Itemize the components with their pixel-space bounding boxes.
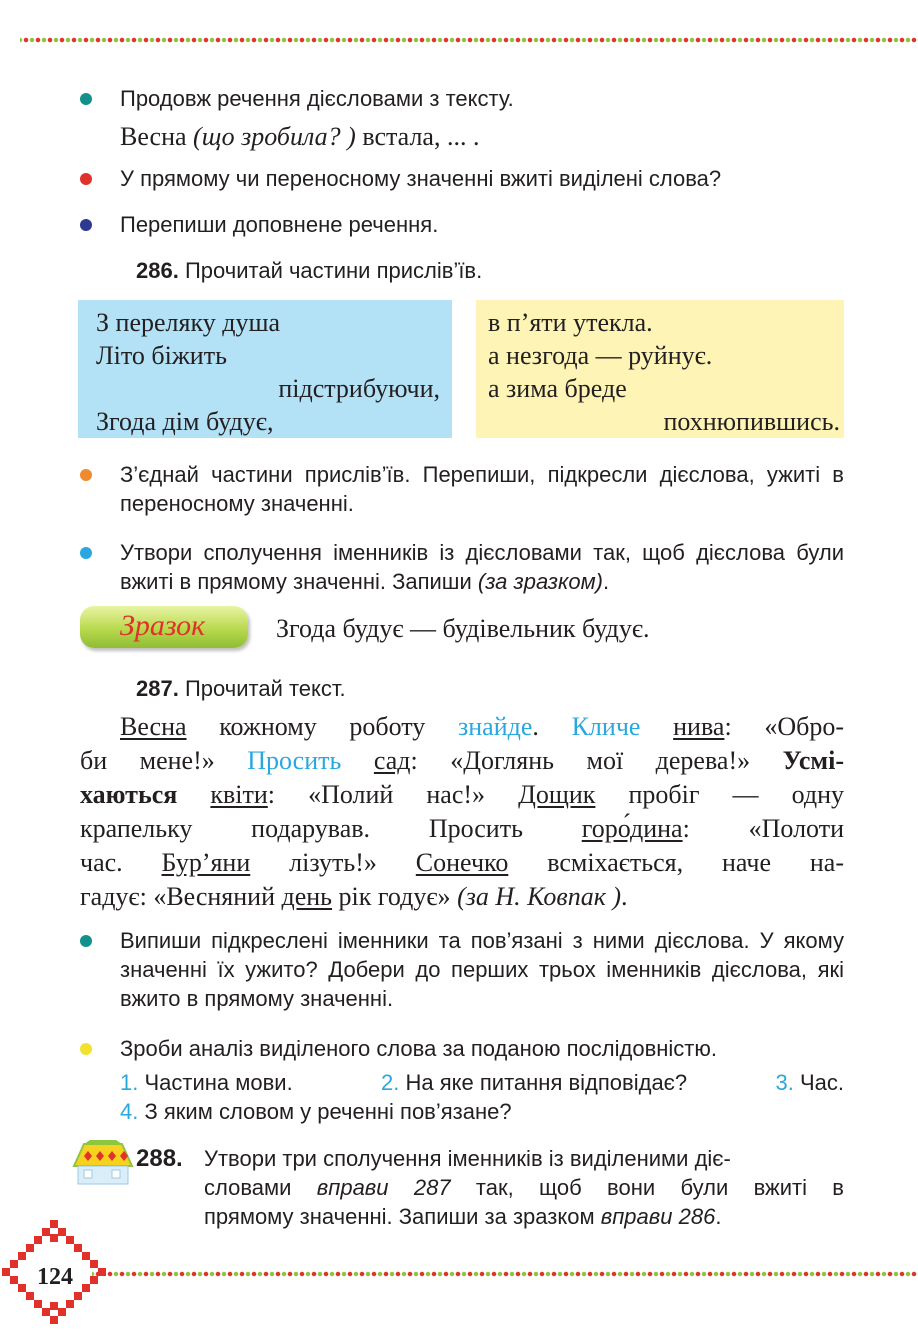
- analysis-steps-line1: 1. Частина мови. 2. На яке питання відповідає? 3. Час.: [120, 1070, 844, 1095]
- teal-dot-icon: [80, 93, 92, 105]
- proverb-endings-box: в п’яти утекла. а незгода — руйнує. а зима бреде похнюпившись.: [476, 300, 844, 438]
- task-287-text: Весна кожному роботу знайде. Кличе нива: «Обро- би мене!» Просить сад: «Доглянь мої дерева!» Усмі- хаються квіти: «Полий нас!» Дощик пробіг — одну крапельку подарував. Просить горо́дина: «Полоти час. Бур’яни лізуть!» Сонечко всміхається, наче на- гадує: «Весняний день рік годує» (за Н. Ковпак ).: [80, 712, 845, 911]
- yellow-dot-icon: [80, 1043, 92, 1055]
- teal-dot-icon: [80, 935, 92, 947]
- red-dot-icon: [80, 173, 92, 185]
- bullet-analyze-word: Зроби аналіз виділеного слова за поданою послідовністю.: [80, 1034, 844, 1063]
- bullet-join-proverbs: З’єднай частини прислів’їв. Перепиши, підкресли дієслова, ужиті в переносному значенні.: [80, 460, 844, 518]
- navy-dot-icon: [80, 219, 92, 231]
- bottom-ornament-border: [92, 1270, 918, 1278]
- bullet-meaning-question: У прямому чи переносному значенні вжиті виділені слова?: [80, 164, 844, 193]
- cyan-dot-icon: [80, 547, 92, 559]
- top-ornament-border: [20, 36, 918, 44]
- bullet-rewrite: Перепиши доповнене речення.: [80, 210, 844, 239]
- proverb-beginnings-box: З переляку душа Літо біжить підстрибуючи, Згода дім будує,: [78, 300, 452, 438]
- example-sentence: Весна (що зробила? ) встала, ... .: [120, 122, 480, 151]
- task-288-number: 288.: [136, 1145, 183, 1172]
- page-number: 124: [30, 1262, 80, 1292]
- task-287-heading: 287. Прочитай текст.: [136, 676, 346, 701]
- task-288-text: Утвори три сполучення іменників із виділеними діє- словами вправи 287 так, щоб вони були вжиті в прямому значенні. Запиши за зразком вправи 286.: [204, 1146, 844, 1229]
- bullet-write-out-nouns: Випиши підкреслені іменники та пов’язані з ними дієслова. У якому значенні їх ужито? Добери до перших трьох іменників дієслова, які вжито в прямому значенні.: [80, 926, 844, 1013]
- zrazok-example: Згода будує — будівельник будує.: [276, 614, 650, 643]
- bullet-continue-sentence: Продовж речення дієсловами з тексту.: [80, 84, 844, 113]
- zrazok-label: Зразок: [120, 609, 206, 642]
- analysis-steps-line2: 4. З яким словом у реченні пов’язане?: [120, 1099, 512, 1124]
- house-icon: [70, 1138, 136, 1186]
- task-286-heading: 286. Прочитай частини прислів’їв.: [136, 258, 483, 283]
- orange-dot-icon: [80, 469, 92, 481]
- bullet-make-combinations: Утвори сполучення іменників із дієсловами так, щоб дієслова були вжиті в прямому значенні. Запиши (за зразком).: [80, 538, 844, 596]
